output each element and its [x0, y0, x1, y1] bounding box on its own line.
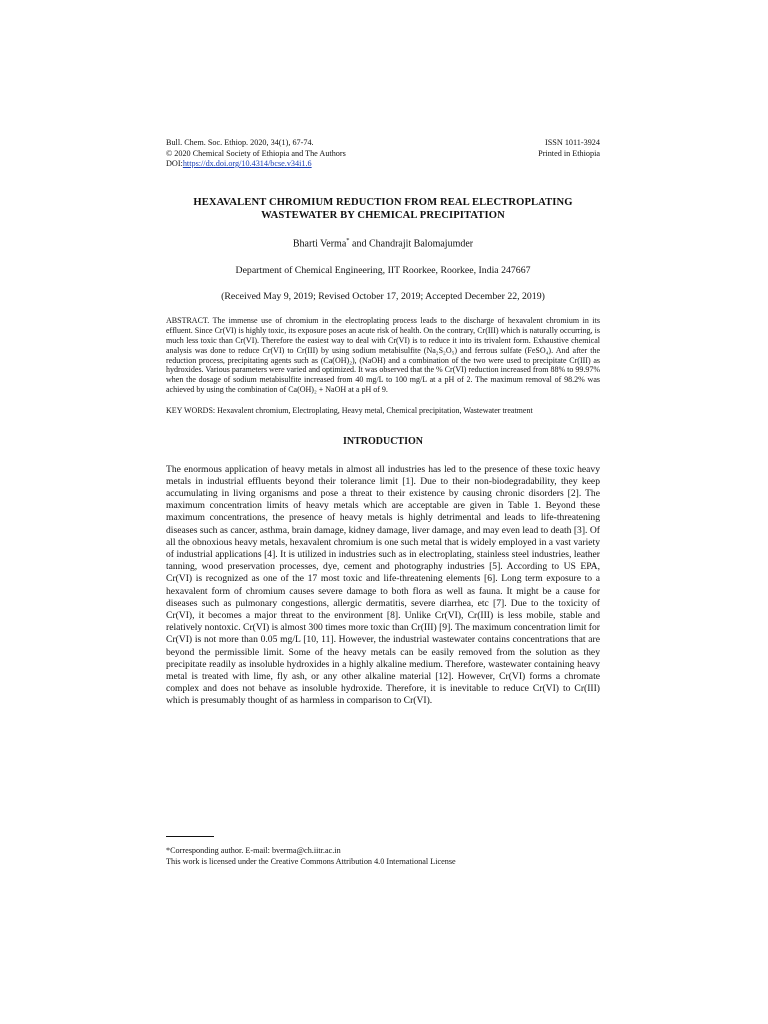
corresponding-mark: * — [346, 237, 350, 244]
abstract — [166, 316, 600, 394]
abstract-label: ABSTRACT. — [166, 316, 210, 326]
issn: ISSN 1011-3924 — [545, 138, 600, 147]
footnotes — [166, 845, 600, 867]
journal-header — [166, 138, 600, 182]
doi-label: DOI: — [166, 159, 183, 168]
keywords-text: Hexavalent chromium, Electroplating, Heavy metal, Chemical precipitation, Wastewater treatment — [215, 405, 533, 415]
header-left — [166, 138, 486, 170]
journal-citation: Bull. Chem. Soc. Ethiop. 2020, 34(1), 67-74. — [166, 138, 314, 147]
paper-page — [166, 138, 600, 708]
title-line-1: HEXAVALENT CHROMIUM REDUCTION FROM REAL ELECTROPLATING — [193, 197, 573, 208]
header-right — [460, 138, 600, 159]
affiliation: Department of Chemical Engineering, IIT Roorkee, Roorkee, India 247667 — [235, 265, 531, 277]
footnote-rule — [166, 836, 214, 837]
introduction-heading: INTRODUCTION — [342, 435, 423, 447]
title-line-2: WASTEWATER BY CHEMICAL PRECIPITATION — [261, 210, 505, 221]
introduction-paragraph: The enormous application of heavy metals in almost all industries has led to the presence of these toxic heavy metals in industrial effluents beyond their tolerance limit [1]. Due to their non-biodegradability, they keep accumulating in living organisms and pose a threat to their existence by causing chronic disorders [2]. The maximum concentration limits of heavy metals which are acceptable are given in Table 1. Beyond these maximum concentrations, the presence of heavy metals is highly detrimental and leads to life-threatening diseases such as cancer, asthma, brain damage, kidney damage, liver damage, and may even lead to death [3]. Of all the obnoxious heavy metals, hexavalent chromium is one such metal that is widely employed in a vast variety of industrial applications [4]. It is utilized in industries such as in electroplating, stainless steel industries, leather tanning, wood preservation processes, dye, cement and photography industries [5]. According to US EPA, Cr(VI) is recognized as one of the 17 most toxic and life-threatening elements [6]. Long term exposure to a hexavalent form of chromium causes severe damage to both flora as well as fauna. It might be a cause for diseases such as pulmonary congestions, allergic dermatitis, severe diarrhea, etc [7]. Due to the toxicity of Cr(VI), it becomes a major threat to the environment [8]. Unlike Cr(VI), Cr(III) is less mobile, stable and relatively nontoxic. Cr(VI) is almost 300 times more toxic than Cr(III) [9]. The maximum concentration limit for Cr(VI) is not more than 0.05 mg/L [10, 11]. However, the industrial wastewater contains concentrations that are beyond the permissible limit. Some of the heavy metals can be easily removed from the solution as they precipitate readily as insoluble hydroxides in a highly alkaline medium. Therefore, wastewater containing heavy metal is treated with lime, fly ash, or any other alkaline material [12]. However, Cr(VI) forms a chromate complex and does not behave as insoluble hydroxide. Therefore, it is inevitable to reduce Cr(VI) to Cr(III) which is presumably thought of as harmless in comparison to Cr(VI). — [166, 463, 600, 707]
received-dates: (Received May 9, 2019; Revised October 17, 2019; Accepted December 22, 2019) — [221, 291, 545, 303]
keywords — [166, 406, 600, 416]
license-note: This work is licensed under the Creative Commons Attribution 4.0 International License — [166, 857, 456, 866]
author-rest: and Chandrajit Balomajumder — [349, 238, 474, 250]
printed-in: Printed in Ethiopia — [538, 148, 600, 158]
corresponding-author-note: *Corresponding author. E-mail: bverma@ch.iitr.ac.in — [166, 846, 341, 855]
author-1: Bharti Verma — [292, 238, 347, 250]
abstract-text: The immense use of chromium in the electroplating process leads to the discharge of hexavalent chromium in its effluent. Since Cr(VI) is highly toxic, its exposure poses an acute risk of health. On the contrary, Cr(III) which is naturally occurring, is much less toxic than Cr(VI). Therefore the easiest way to deal with Cr(VI) is to reduce it into its trivalent form. Exhaustive chemical analysis was done to reduce Cr(VI) to Cr(III) by using sodium metabisulfite (Na₂S₂O₅) and ferrous sulfate (FeSO₄). And after the reduction process, precipitating agents such as (Ca(OH)₂), (NaOH) and a combination of the two were used to precipitate Cr(III) as hydroxides. Various parameters were varied and optimized. It was observed that the % Cr(VI) reduction increased from 88% to 99.97% when the dosage of sodium metabisulfite increased from 40 mg/L to 100 mg/L at a pH of 2. The maximum removal of 98.2% was achieved by using the combination of Ca(OH)₂ + NaOH at a pH of 9. — [166, 316, 600, 394]
keywords-label: KEY WORDS: — [166, 405, 216, 415]
authors — [166, 235, 600, 250]
copyright-line: © 2020 Chemical Society of Ethiopia and The Authors — [166, 148, 346, 158]
doi-line — [166, 159, 486, 170]
doi-link[interactable]: https://dx.doi.org/10.4314/bcse.v34i1.6 — [182, 159, 312, 168]
paper-title — [166, 196, 600, 222]
